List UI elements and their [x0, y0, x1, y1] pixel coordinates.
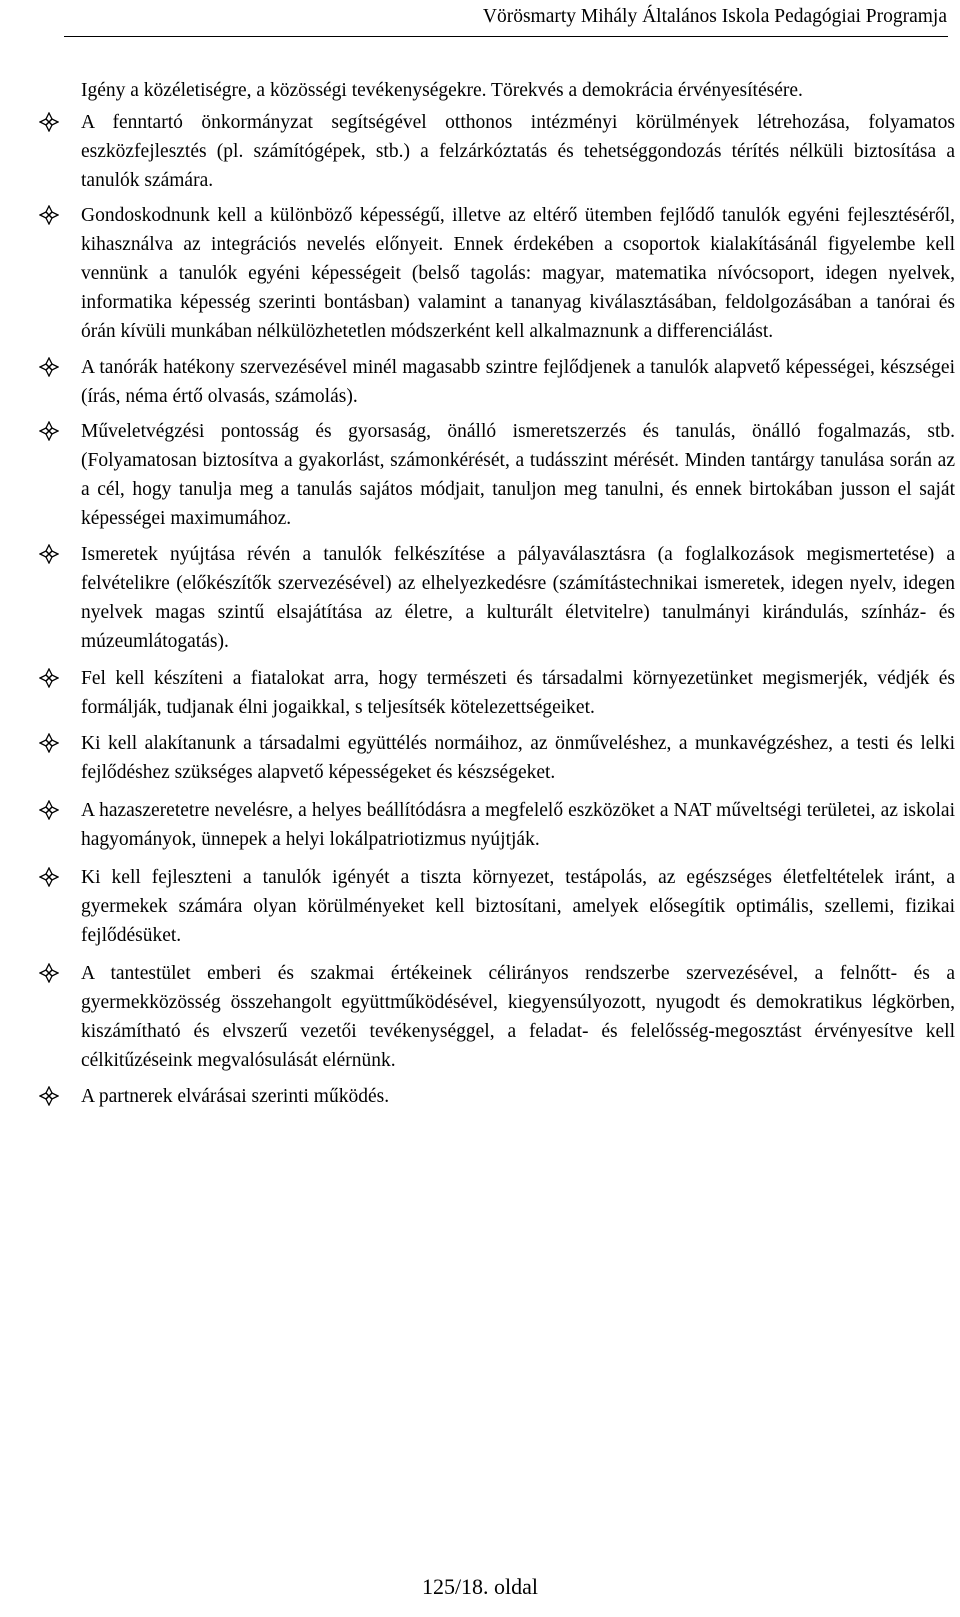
- diamond-bullet-icon: [39, 421, 59, 441]
- list-item-text: A tanórák hatékony szervezésével minél magasabb szintre fejlődjenek a tanulók alapvető képességei, készségei (írás, néma értő olvasás, számolás).: [81, 357, 955, 407]
- diamond-bullet-icon: [39, 963, 59, 983]
- running-header: Vörösmarty Mihály Általános Iskola Pedagógiai Programja: [482, 6, 947, 27]
- header-rule: [64, 36, 948, 37]
- list-item: [81, 796, 955, 854]
- list-item-text: A hazaszeretetre nevelésre, a helyes beállítódásra a megfelelő eszközöket a NAT műveltségi területei, az iskolai hagyományok, ünnepek a helyi lokálpatriotizmus nyújtják.: [81, 800, 955, 850]
- list-item-text: A partnerek elvárásai szerinti működés.: [81, 1086, 390, 1107]
- diamond-bullet-icon: [39, 867, 59, 887]
- intro-paragraph: Igény a közéletiségre, a közösségi tevékenységekre. Törekvés a demokrácia érvényesítésére.: [81, 80, 803, 101]
- list-item-text: A tantestület emberi és szakmai értékeinek célirányos rendszerbe szervezésével, a felnőtt- és a gyermekközösség összehangolt együttműködésével, kiegyensúlyozott, nyugodt és demokratikus légkörben, kiszámítható és elvszerű vezetői tevékenységgel, a feladat- és felelősség-megosztást érvényesítve kell célkitűzéseink megvalósulását elérnünk.: [81, 963, 955, 1071]
- list-item-text: Ki kell alakítanunk a társadalmi együttélés normáihoz, az önműveléshez, a munkavégzéshez, a testi és lelki fejlődéshez szükséges alapvető képességeket és készségeket.: [81, 733, 955, 783]
- list-item: [81, 108, 955, 195]
- list-item: [81, 959, 955, 1075]
- list-item: [81, 353, 955, 411]
- page-number: 125/18. oldal: [421, 1574, 539, 1599]
- diamond-bullet-icon: [39, 733, 59, 753]
- document-body: [0, 76, 960, 1111]
- list-item-text: Ki kell fejleszteni a tanulók igényét a tiszta környezet, testápolás, az egészséges életfeltételek iránt, a gyermekek számára olyan körülményeket kell biztosítani, amelyek elősegítik optimális, szellemi, fizikai fejlődésüket.: [81, 867, 955, 946]
- list-item: [81, 417, 955, 533]
- list-item: [81, 201, 955, 346]
- list-item-text: Ismeretek nyújtása révén a tanulók felkészítése a pályaválasztásra (a foglalkozások megismertetése) a felvételikre (előkészítők szervezésével) az elhelyezkedésre (számítástechnikai ismeretek, idegen nyelv, idegen nyelvek magas szintű elsajátítása az életre, a kulturált életvitelre) tanulmányi kirándulás, színház- és múzeumlátogatás).: [81, 544, 955, 652]
- diamond-bullet-icon: [39, 205, 59, 225]
- list-item: [81, 540, 955, 656]
- list-item: [81, 729, 955, 787]
- diamond-bullet-icon: [39, 544, 59, 564]
- diamond-bullet-icon: [39, 668, 59, 688]
- diamond-bullet-icon: [39, 357, 59, 377]
- bullet-list: [0, 108, 960, 1111]
- list-item-text: Fel kell készíteni a fiatalokat arra, hogy természeti és társadalmi környezetünket megismerjék, védjék és formálják, tudjanak élni jogaikkal, s teljesítsék kötelezettségeiket.: [81, 668, 955, 718]
- list-item: [81, 664, 955, 722]
- list-item-text: Műveletvégzési pontosság és gyorsaság, önálló ismeretszerzés és tanulás, önálló fogalmazás, stb. (Folyamatosan biztosítva a gyakorlást, számonkérését, a tudásszint mérését. Minden tantárgy tanulása során az a cél, hogy tanulja meg a tanulás sajátos módjait, tanuljon meg tanulni, és ennek birtokában jusson el saját képességei maximumához.: [81, 421, 955, 529]
- list-item: [81, 863, 955, 950]
- list-item-text: A fenntartó önkormányzat segítségével otthonos intézményi körülmények létrehozása, folyamatos eszközfejlesztés (pl. számítógépek, stb.) a felzárkóztatás és tehetséggondozás térítés nélküli biztosítása a tanulók számára.: [81, 112, 955, 191]
- diamond-bullet-icon: [39, 800, 59, 820]
- list-item-text: Gondoskodnunk kell a különböző képességű, illetve az eltérő ütemben fejlődő tanulók egyéni fejlesztéséről, kihasználva az integrációs nevelés előnyeit. Ennek érdekében a csoportok kialakításánál figyelembe kell vennünk a tanulók egyéni képességeit (belső tagolás: magyar, matematika nívócsoport, idegen nyelvek, informatika képesség szerinti bontásban) valamint a tananyag kiválasztásában, feldolgozásában a tanórai és órán kívüli munkában nélkülözhetetlen módszerként kell alkalmaznunk a differenciálást.: [81, 205, 955, 342]
- diamond-bullet-icon: [39, 1086, 59, 1106]
- list-item: [81, 1082, 955, 1111]
- diamond-bullet-icon: [39, 112, 59, 132]
